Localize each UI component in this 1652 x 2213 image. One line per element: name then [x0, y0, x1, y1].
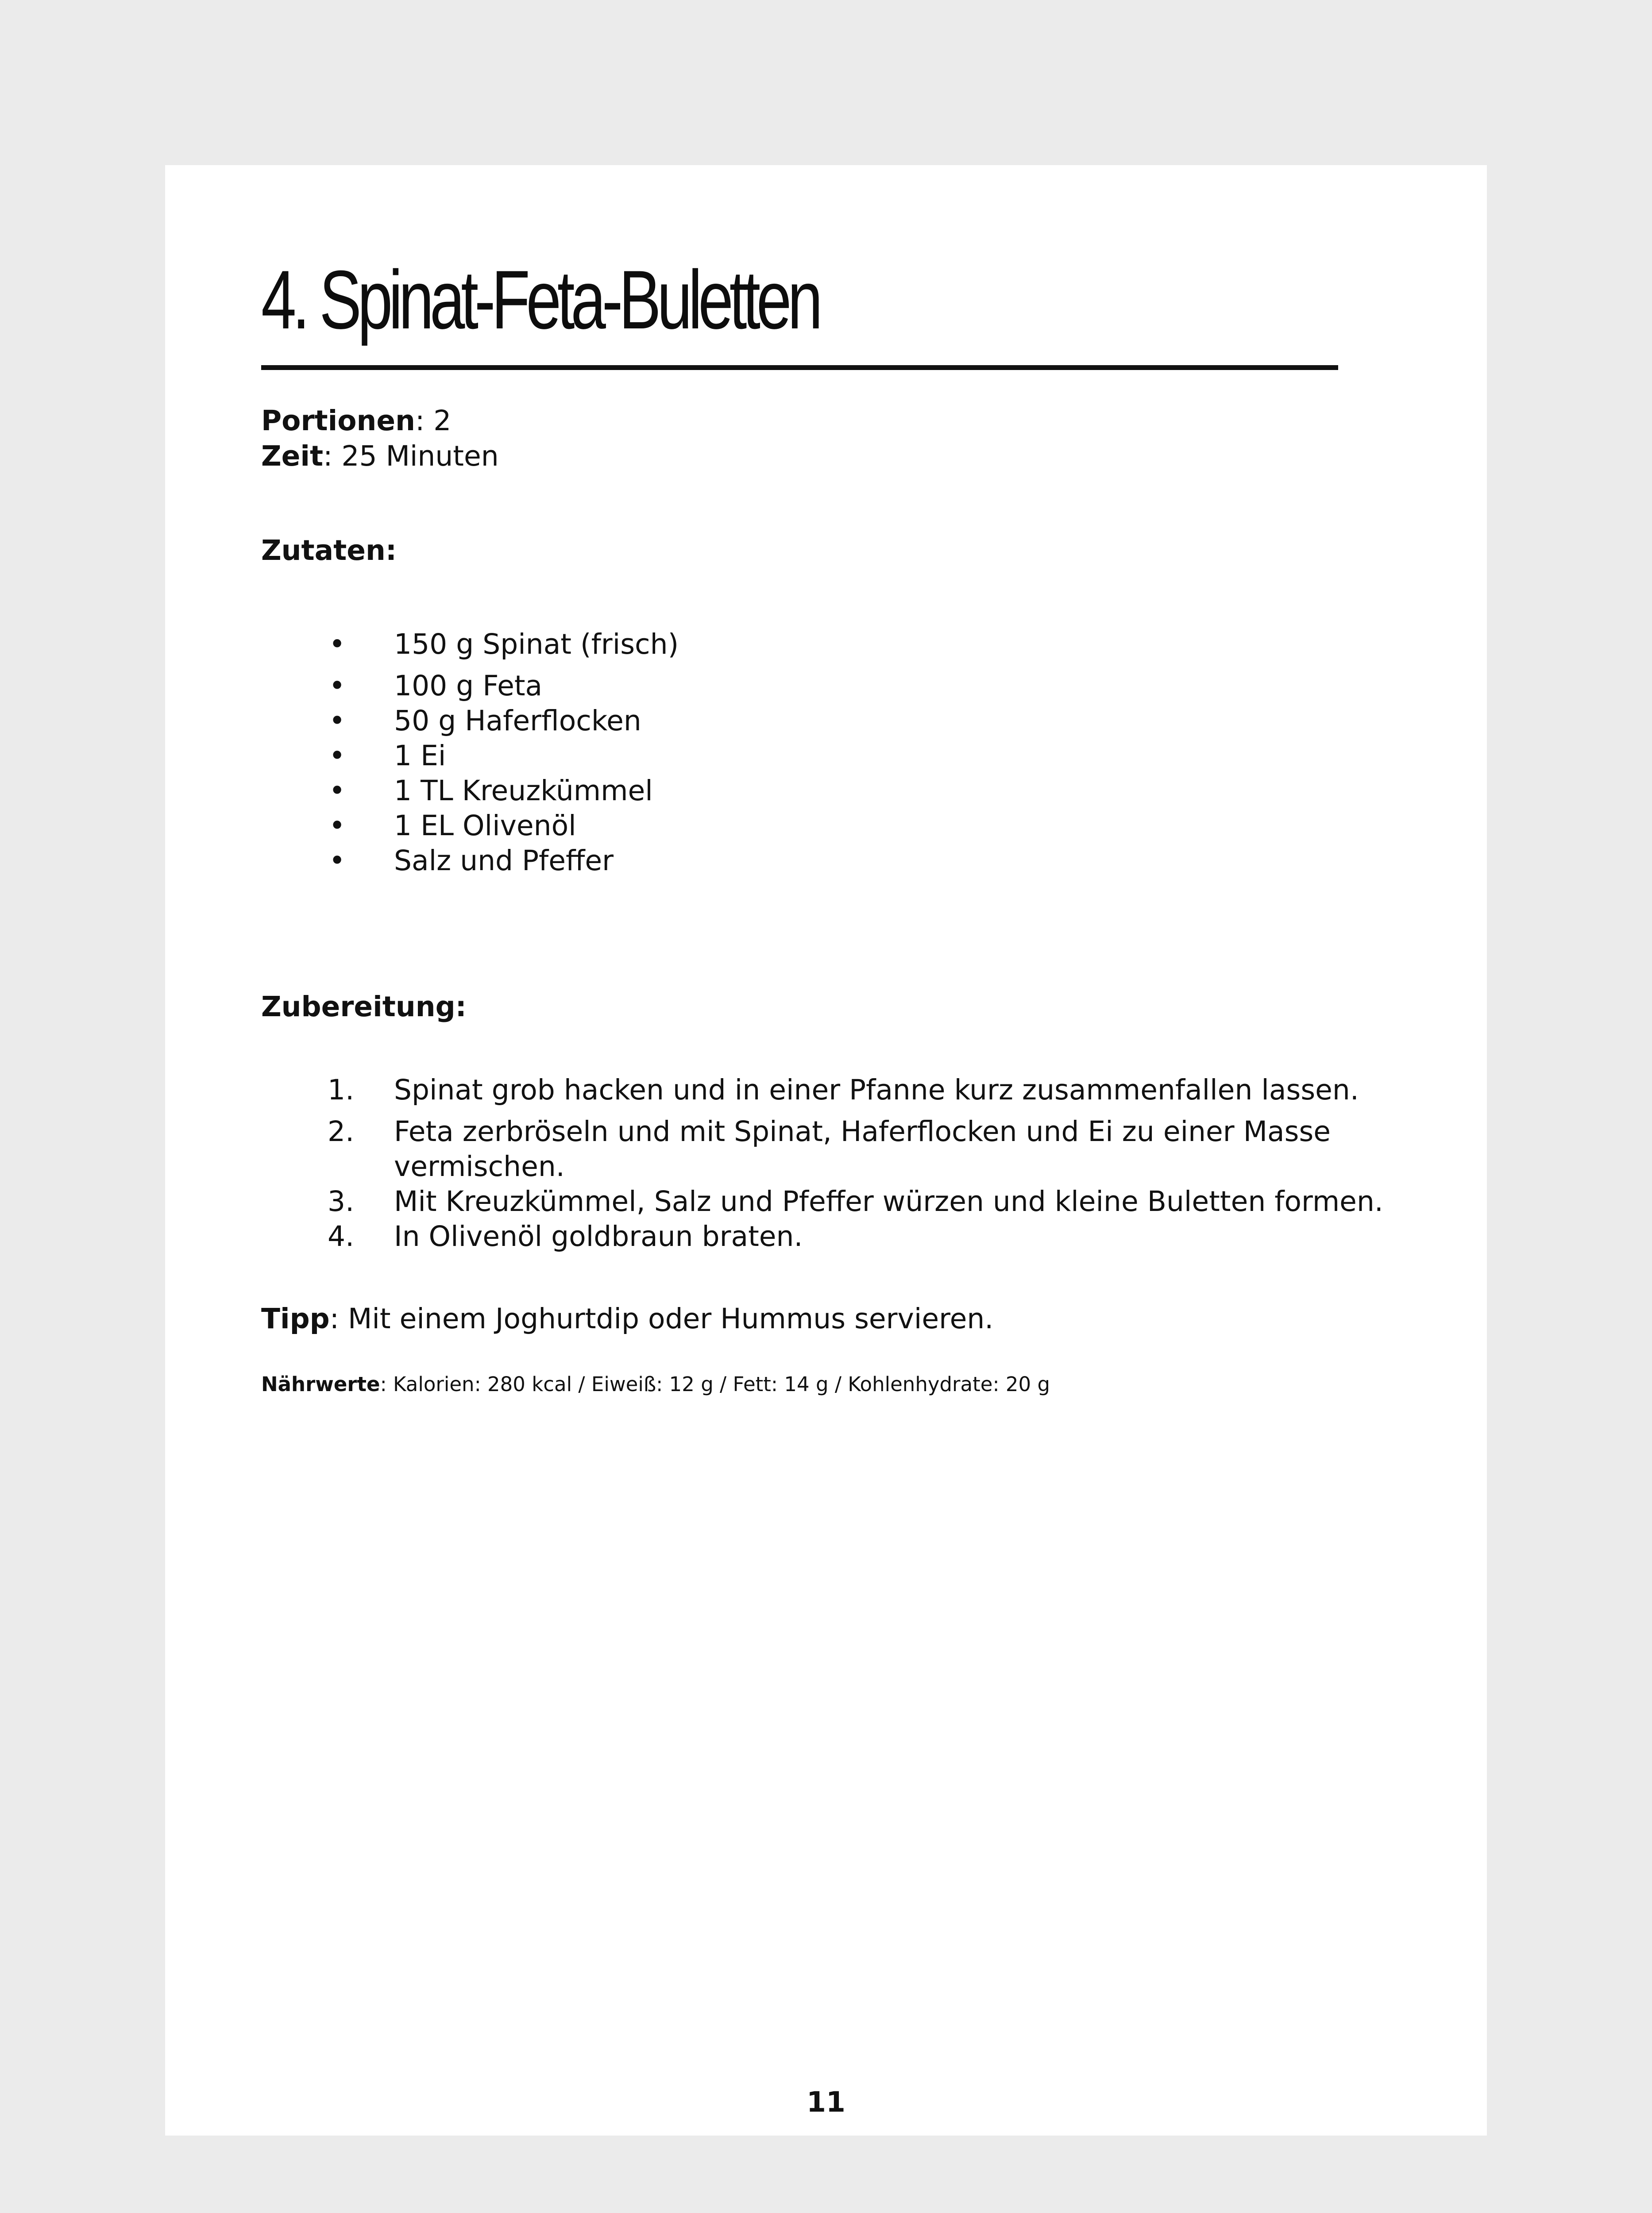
- ingredient-text: Salz und Pfeffer: [394, 844, 614, 877]
- list-item: [261, 1114, 1412, 1184]
- bullet: •: [329, 628, 346, 660]
- step-number: 4.: [328, 1220, 355, 1253]
- preparation-heading: Zubereitung:: [261, 991, 467, 1023]
- ingredient-text: 150 g Spinat (frisch): [394, 628, 679, 660]
- servings-label: Portionen: [261, 405, 415, 437]
- nutrition-text: : Kalorien: 280 kcal / Eiweiß: 12 g / Fett: 14 g / Kohlenhydrate: 20 g: [380, 1373, 1050, 1396]
- recipe-meta: [261, 403, 499, 474]
- tip-line: [261, 1303, 993, 1335]
- list-item: [261, 808, 1368, 843]
- step-text: Feta zerbröseln und mit Spinat, Haferflocken und Ei zu einer Masse vermischen.: [394, 1115, 1331, 1183]
- servings-separator: :: [415, 405, 425, 437]
- step-number: 1.: [328, 1074, 355, 1106]
- ingredient-text: 1 TL Kreuzkümmel: [394, 775, 653, 807]
- tip-text: : Mit einem Joghurtdip oder Hummus servieren.: [329, 1303, 994, 1335]
- nutrition-label: Nährwerte: [261, 1373, 380, 1396]
- page-number: 11: [807, 2086, 845, 2118]
- ingredient-text: 1 Ei: [394, 740, 446, 772]
- list-item: [261, 843, 1368, 878]
- preparation-steps: [261, 1072, 1412, 1254]
- servings-line: [261, 403, 499, 439]
- step-text: Mit Kreuzkümmel, Salz und Pfeffer würzen und kleine Buletten formen.: [394, 1185, 1383, 1218]
- time-value: 25 Minuten: [332, 440, 499, 472]
- bullet: •: [329, 740, 346, 772]
- bullet: •: [329, 775, 346, 807]
- list-item: [261, 668, 1368, 703]
- bullet: •: [329, 670, 346, 702]
- document-page: [165, 165, 1487, 2136]
- list-item: [261, 738, 1368, 773]
- list-item: [261, 1072, 1412, 1107]
- time-line: [261, 439, 499, 474]
- ingredients-heading: Zutaten:: [261, 534, 397, 567]
- list-item: [261, 773, 1368, 808]
- step-number: 3.: [328, 1185, 355, 1218]
- list-item: [261, 627, 1368, 668]
- bullet: •: [329, 844, 346, 877]
- ingredient-text: 50 g Haferflocken: [394, 705, 641, 737]
- ingredient-text: 100 g Feta: [394, 670, 543, 702]
- list-item: [261, 1184, 1412, 1219]
- bullet: •: [329, 810, 346, 842]
- step-text: Spinat grob hacken und in einer Pfanne kurz zusammenfallen lassen.: [394, 1074, 1359, 1106]
- step-number: 2.: [328, 1115, 355, 1148]
- time-label: Zeit: [261, 440, 324, 472]
- tip-label: Tipp: [261, 1303, 330, 1335]
- list-item: [261, 703, 1368, 738]
- time-separator: :: [323, 440, 333, 472]
- step-text: In Olivenöl goldbraun braten.: [394, 1220, 803, 1253]
- ingredient-list: [261, 627, 1368, 878]
- bullet: •: [329, 705, 346, 737]
- nutrition-line: [261, 1373, 1050, 1396]
- ingredient-text: 1 EL Olivenöl: [394, 810, 576, 842]
- list-item: [261, 1219, 1412, 1254]
- recipe-title: 4. Spinat-Feta-Buletten: [261, 253, 819, 346]
- title-underline: [261, 365, 1338, 370]
- servings-value: 2: [425, 405, 452, 437]
